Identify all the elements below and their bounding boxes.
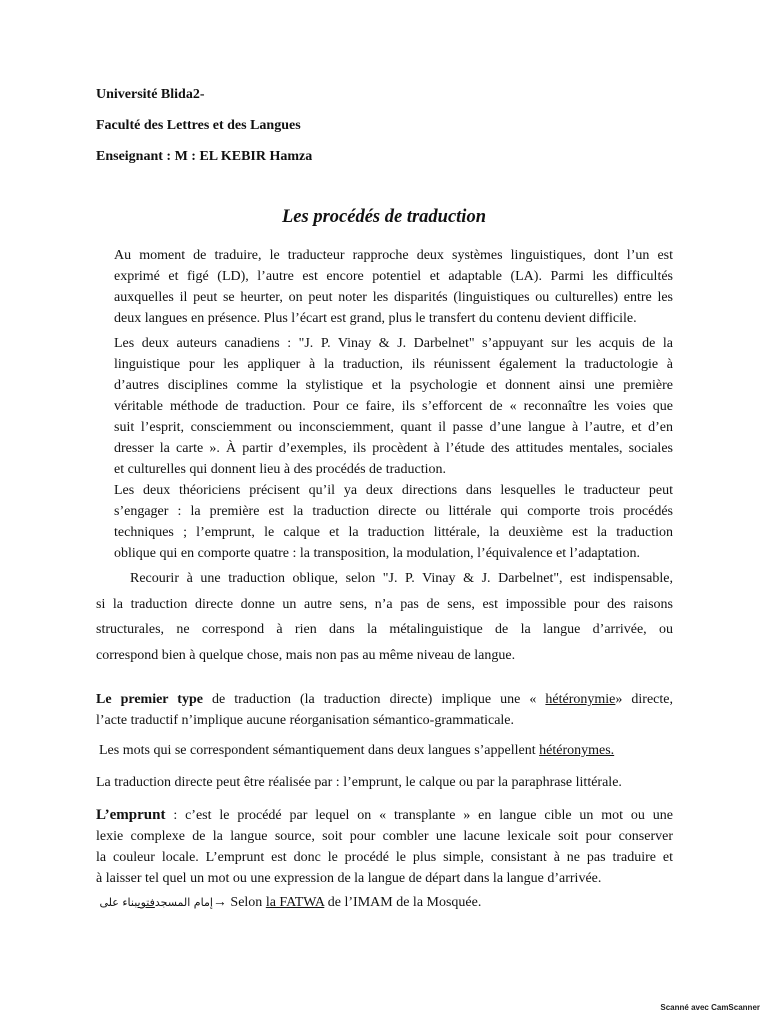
teacher-name: Enseignant : M : EL KEBIR Hamza bbox=[96, 149, 313, 164]
text-line: et culturelles qui donnent lieu à des procédés de traduction. bbox=[114, 462, 447, 477]
text-line: oblique qui en comporte quatre : la transposition, la modulation, l’équivalence et l’adaptation. bbox=[114, 546, 641, 561]
inline-text: : c’est le procédé par lequel on « transplante » en langue cible un mot ou une bbox=[165, 808, 673, 823]
paragraph-heteronymes bbox=[99, 741, 676, 761]
inline-text: de traduction (la traduction directe) implique une « bbox=[202, 692, 546, 707]
paragraph-direct-methods: La traduction directe peut être réalisée par : l’emprunt, le calque ou par la paraphrase littérale. bbox=[96, 775, 622, 790]
text-line: exprimé et figé (LD), l’autre est encore potentiel et adaptable (LA). Parmi les difficultés bbox=[114, 269, 673, 284]
text-line: Les deux auteurs canadiens : "J. P. Vinay & J. Darbelnet" s’appuyant sur les acquis de la bbox=[114, 336, 673, 351]
paragraph-first-type bbox=[96, 689, 673, 731]
underlined-term: hétéronymie bbox=[545, 692, 616, 707]
text-line: d’autres disciplines comme la stylistique et la psychologie et donnent ainsi une première bbox=[114, 378, 673, 393]
arabic-example bbox=[96, 896, 213, 909]
document-title: Les procédés de traduction bbox=[282, 207, 486, 227]
text-line: deux langues en présence. Plus l’écart est grand, plus le transfert du contenu devient difficile. bbox=[114, 311, 637, 326]
underlined-term: la FATWA bbox=[265, 895, 325, 910]
arabic-underlined: فتوى bbox=[137, 896, 155, 909]
text-line: structurales, ne correspond à rien dans la métalinguistique de la langue d’arrivée, ou bbox=[96, 622, 673, 637]
inline-text: Selon bbox=[226, 895, 266, 910]
text-line: suit l’esprit, consciemment ou inconsciemment, quant il passe d’une langue à l’autre, et d’en bbox=[114, 420, 673, 435]
text-line: si la traduction directe donne un autre sens, n’a pas de sens, est impossible pour des raisons bbox=[96, 596, 673, 612]
text-line: Les deux théoriciens précisent qu’il ya deux directions dans lesquelles le traducteur peut bbox=[114, 483, 673, 498]
bold-term: L’emprunt bbox=[96, 807, 166, 823]
text-line: lexie complexe de la langue source, soit pour combler une lacune lexicale soit pour conserver bbox=[96, 829, 673, 844]
paragraph-directions bbox=[96, 480, 673, 564]
inline-text: de l’IMAM de la Mosquée. bbox=[324, 895, 482, 910]
text-line: correspond bien à quelque chose, mais non pas au même niveau de langue. bbox=[96, 647, 516, 663]
inline-text: Les mots qui se correspondent sémantiquement dans deux langues s’appellent bbox=[99, 743, 540, 758]
scanner-watermark: Scanné avec CamScanner bbox=[660, 1003, 760, 1012]
text-line: s’engager : la première est la traduction directe ou littérale qui comporte trois procédés bbox=[114, 504, 673, 519]
paragraph-oblique bbox=[96, 566, 673, 668]
text-line: Au moment de traduire, le traducteur rapproche deux systèmes linguistiques, dont l’un est bbox=[114, 248, 673, 263]
text-line: Recourir à une traduction oblique, selon "J. P. Vinay & J. Darbelnet", est indispensable, bbox=[130, 571, 673, 586]
arabic-text: إمام المسجد bbox=[154, 896, 213, 909]
paragraph-authors bbox=[96, 333, 673, 480]
faculty-name: Faculté des Lettres et des Langues bbox=[96, 118, 301, 133]
text-line: dresser la carte ». À partir d’exemples, ils procèdent à l’étude des attitudes mentales, sociales bbox=[114, 441, 673, 456]
university-name: Université Blida2- bbox=[96, 87, 205, 102]
text-line: l’acte traductif n’implique aucune réorganisation sémantico-grammaticale. bbox=[96, 713, 515, 728]
inline-text: » directe, bbox=[615, 692, 673, 707]
underlined-term: hétéronymes. bbox=[539, 743, 615, 758]
text-line: linguistique pour les appliquer à la traduction, ils réunissent également la traductologie à bbox=[114, 357, 673, 372]
text-line: techniques ; l’emprunt, le calque et la traduction littérale, la deuxième est la traduction bbox=[114, 525, 673, 540]
paragraph-intro bbox=[96, 245, 673, 329]
paragraph-emprunt bbox=[96, 805, 673, 889]
text-line: la couleur locale. L’emprunt est donc le procédé le plus simple, consistant à ne pas traduire et bbox=[96, 850, 673, 865]
text-line: véritable méthode de traduction. Pour ce faire, ils s’efforcent de « reconnaître les voies que bbox=[114, 399, 673, 414]
example-line bbox=[96, 893, 673, 913]
arabic-text: بناء على bbox=[96, 896, 138, 909]
arrow-icon: → bbox=[212, 895, 227, 910]
bold-term: Le premier type bbox=[96, 692, 203, 707]
text-line bbox=[96, 689, 673, 710]
text-line: auxquelles il peut se heurter, on peut noter les disparités (linguistiques ou culturelles) entre les bbox=[114, 290, 673, 305]
text-line bbox=[96, 805, 673, 826]
text-line: à laisser tel quel un mot ou une expression de la langue de départ dans la langue d’arrivée. bbox=[96, 871, 602, 886]
